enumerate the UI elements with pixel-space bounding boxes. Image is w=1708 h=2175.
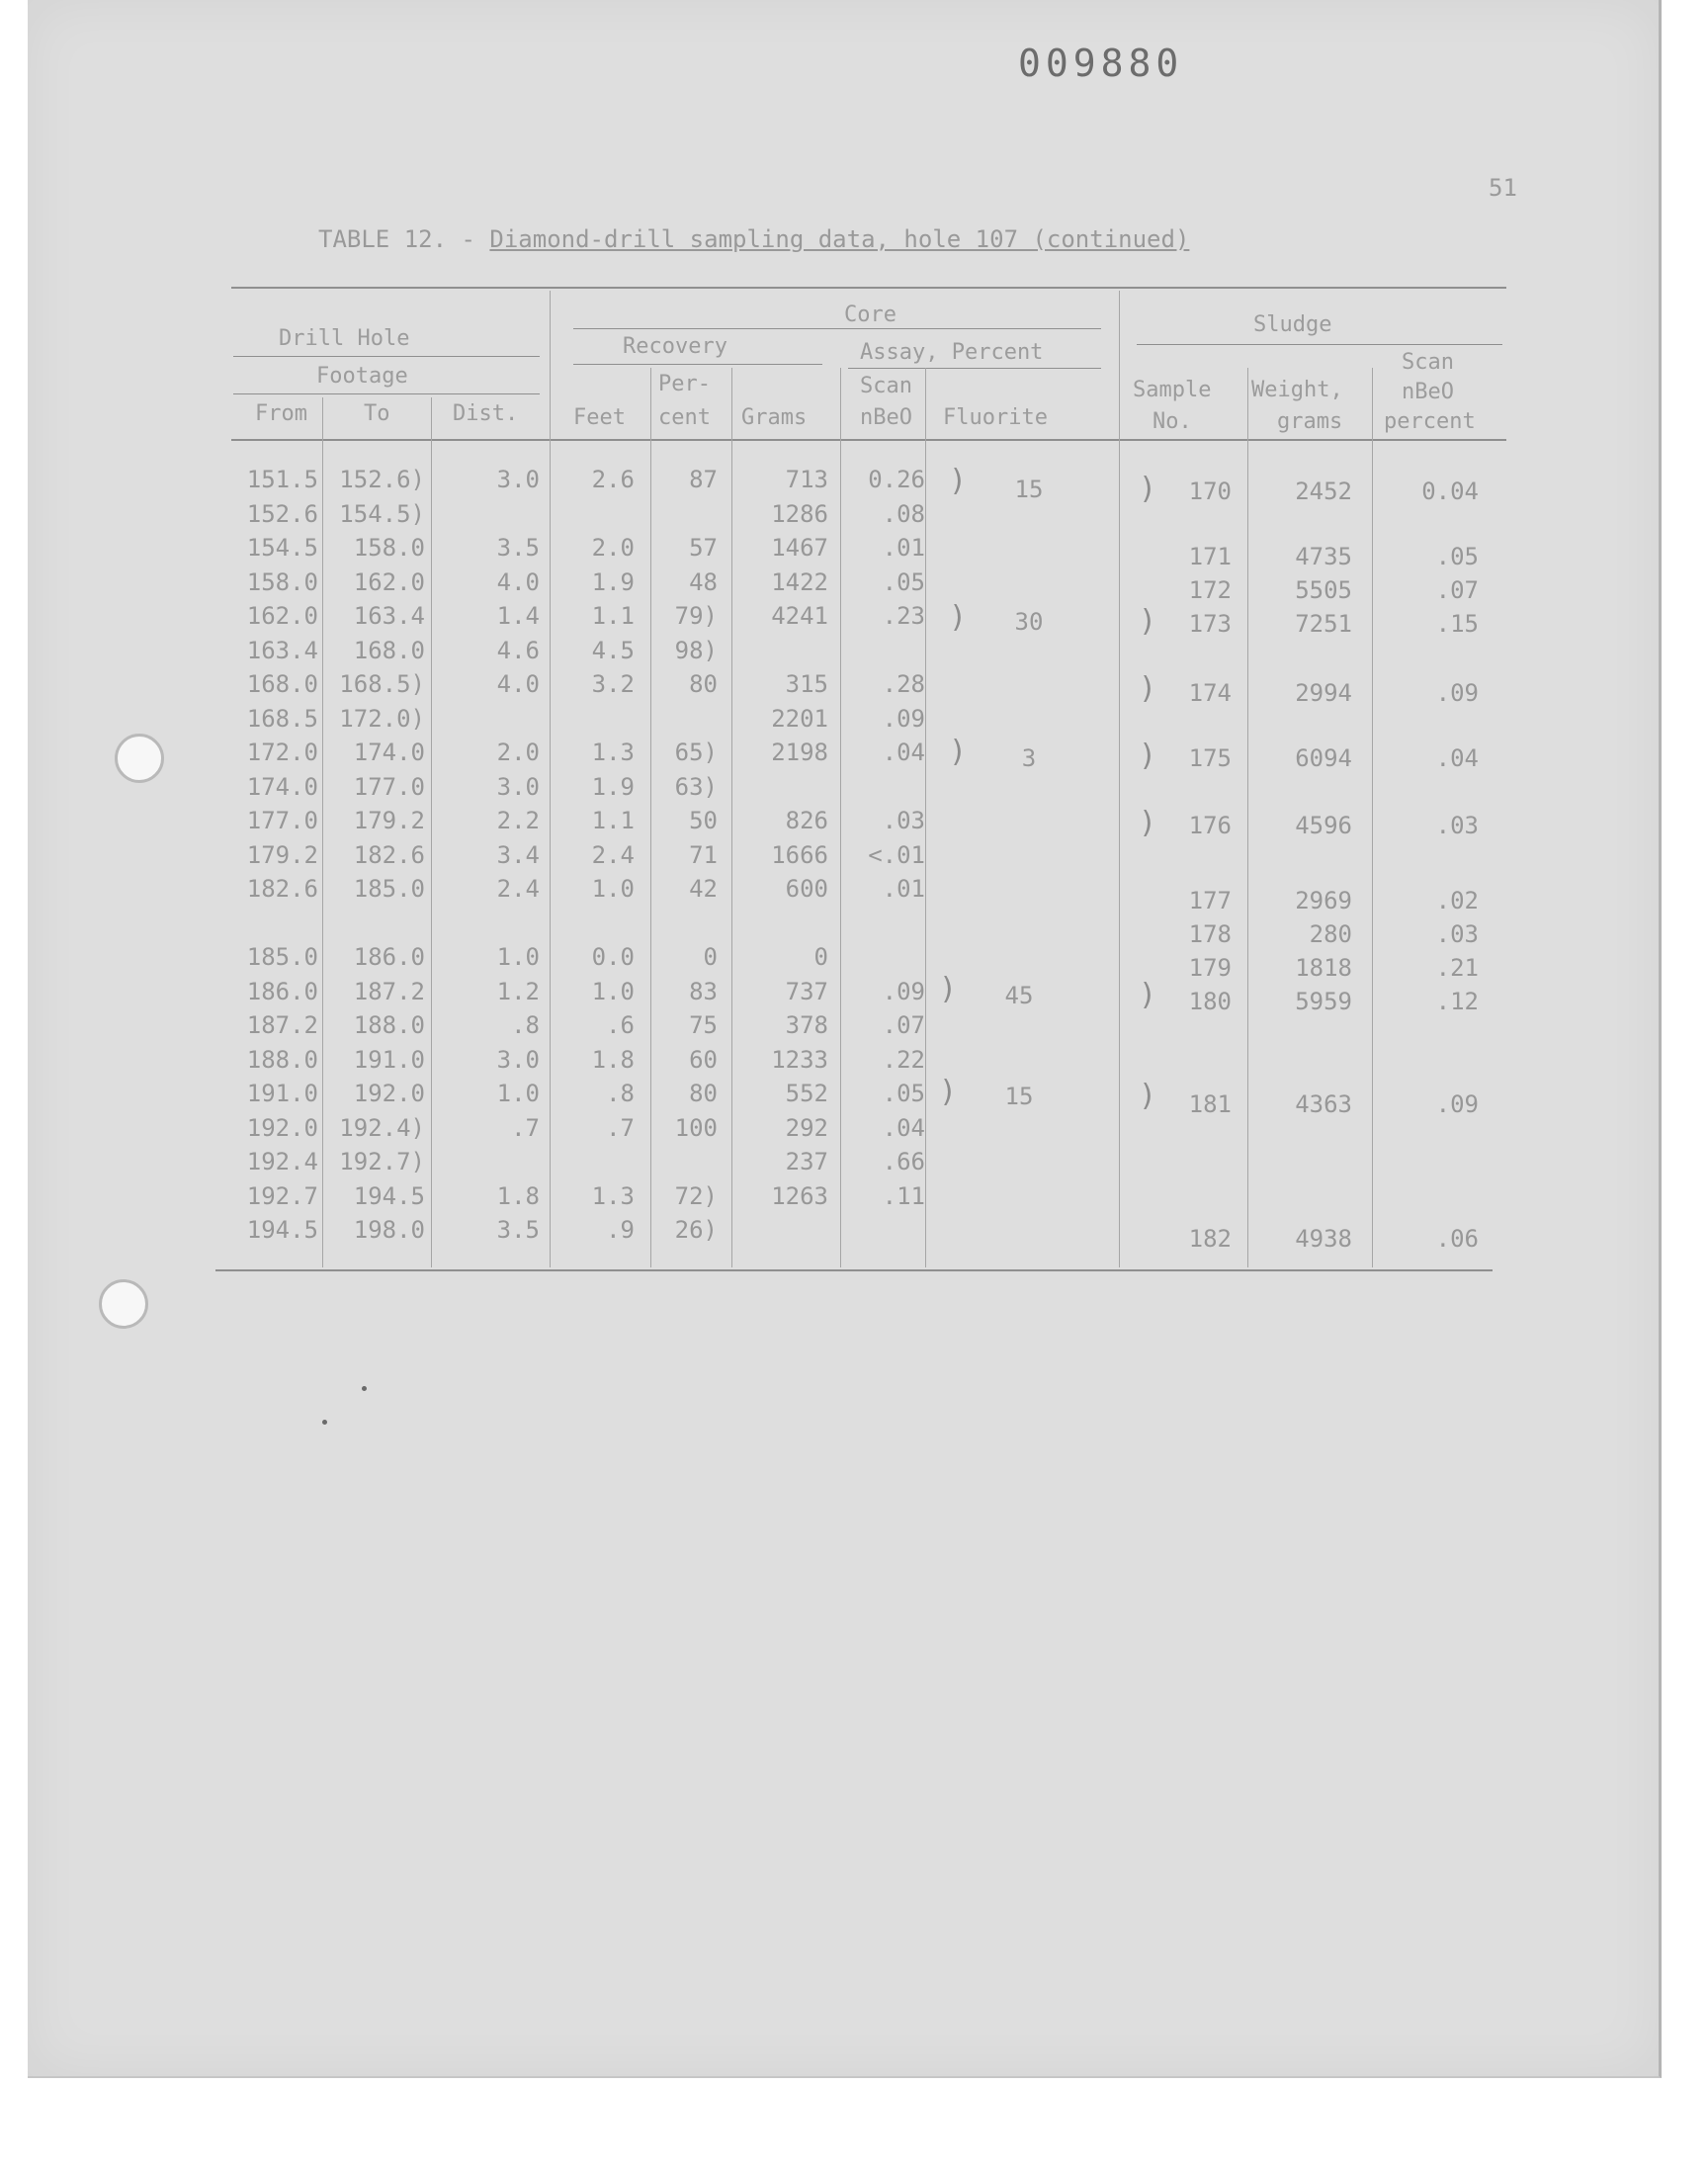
cell-pct: 48 xyxy=(689,567,718,596)
cell-dist: 1.8 xyxy=(496,1181,540,1210)
speck xyxy=(362,1386,367,1391)
cell-from: 168.0 xyxy=(246,670,318,698)
sludge-scan: 0.04 xyxy=(1421,478,1479,505)
sludge-scan: .07 xyxy=(1435,576,1479,604)
cell-feet: .9 xyxy=(606,1216,635,1244)
cell-scan: .28 xyxy=(882,670,925,698)
cell-dist: 4.0 xyxy=(496,670,540,698)
sludge-weight: 4596 xyxy=(1295,812,1352,839)
sludge-sample: 174 xyxy=(1188,679,1232,707)
cell-to: 154.5) xyxy=(339,499,425,528)
sludge-sample: 176 xyxy=(1188,812,1232,839)
cell-feet: .6 xyxy=(606,1011,635,1039)
drill-hole-underline xyxy=(233,356,540,357)
cell-to: 192.0 xyxy=(353,1080,425,1107)
cell-from: 192.4 xyxy=(246,1148,318,1175)
cell-grams: 237 xyxy=(785,1148,828,1175)
group-bracket: ) xyxy=(1139,739,1157,773)
cell-to: 192.4) xyxy=(339,1113,425,1142)
cell-from: 177.0 xyxy=(246,807,318,834)
sludge-weight: 2994 xyxy=(1295,679,1352,707)
sludge-weight: 5959 xyxy=(1295,988,1352,1015)
col-rule xyxy=(550,291,551,1267)
cell-scan: .01 xyxy=(882,875,925,903)
sludge-sample: 173 xyxy=(1188,610,1232,638)
sludge-sample: 180 xyxy=(1188,988,1232,1015)
header-fluorite: Fluorite xyxy=(943,405,1048,430)
header-cent: cent xyxy=(658,405,711,430)
sludge-scan: .12 xyxy=(1435,988,1479,1015)
cell-pct: 83 xyxy=(689,977,718,1005)
cell-pct: 50 xyxy=(689,807,718,834)
group-bracket: ) xyxy=(949,600,968,635)
cell-grams: 826 xyxy=(785,807,828,834)
cell-to: 177.0 xyxy=(353,772,425,801)
header-to: To xyxy=(364,401,390,426)
cell-from: 188.0 xyxy=(246,1045,318,1074)
sludge-sample: 171 xyxy=(1188,543,1232,570)
cell-scan: .04 xyxy=(882,739,925,766)
cell-grams: 1666 xyxy=(771,840,828,869)
cell-feet: 1.8 xyxy=(591,1045,635,1074)
header-bottom-rule xyxy=(231,439,1506,441)
sludge-weight: 1818 xyxy=(1295,954,1352,982)
col-rule xyxy=(650,368,651,1267)
cell-dist: 3.0 xyxy=(496,466,540,493)
cell-to: 172.0) xyxy=(339,704,425,733)
cell-from: 174.0 xyxy=(246,772,318,801)
cell-from: 192.7 xyxy=(246,1181,318,1210)
sludge-scan: .09 xyxy=(1435,679,1479,707)
cell-dist: 1.4 xyxy=(496,602,540,630)
col-rule xyxy=(1372,368,1373,1267)
cell-to: 168.0 xyxy=(353,636,425,664)
sludge-sample: 170 xyxy=(1188,478,1232,505)
cell-dist: 1.0 xyxy=(496,943,540,971)
col-rule xyxy=(322,397,323,1267)
cell-grams: 2201 xyxy=(771,704,828,733)
sludge-scan: .04 xyxy=(1435,744,1479,772)
cell-dist: 3.0 xyxy=(496,772,540,801)
cell-scan: .01 xyxy=(882,534,925,562)
cell-grams: 1422 xyxy=(771,567,828,596)
sludge-scan: .15 xyxy=(1435,610,1479,638)
sludge-sample: 172 xyxy=(1188,576,1232,604)
cell-from: 179.2 xyxy=(246,840,318,869)
cell-dist: 3.0 xyxy=(496,1045,540,1074)
cell-scan: .23 xyxy=(882,602,925,630)
cell-scan: .22 xyxy=(882,1045,925,1074)
header-sludge-scan: Scan xyxy=(1402,350,1454,375)
sludge-scan: .03 xyxy=(1435,812,1479,839)
fluorite-value: 45 xyxy=(1004,982,1034,1009)
cell-to: 182.6 xyxy=(353,840,425,869)
sludge-weight: 2452 xyxy=(1295,478,1352,505)
cell-from: 151.5 xyxy=(246,466,318,493)
cell-dist: .8 xyxy=(511,1011,540,1039)
cell-pct: 87 xyxy=(689,466,718,493)
recovery-underline xyxy=(573,364,822,365)
cell-scan: .07 xyxy=(882,1011,925,1039)
cell-from: 162.0 xyxy=(246,602,318,630)
col-rule xyxy=(840,368,841,1267)
cell-to: 191.0 xyxy=(353,1045,425,1074)
cell-scan: .05 xyxy=(882,1080,925,1107)
sludge-sample: 179 xyxy=(1188,954,1232,982)
cell-dist: 3.5 xyxy=(496,1216,540,1244)
cell-scan: .66 xyxy=(882,1148,925,1175)
cell-feet: 4.5 xyxy=(591,636,635,664)
cell-pct: 98) xyxy=(674,636,718,664)
table-title-main: Diamond-drill sampling data, hole 107 (continued) xyxy=(489,225,1190,253)
cell-grams: 2198 xyxy=(771,739,828,766)
header-scan: Scan xyxy=(860,374,912,398)
cell-feet: .8 xyxy=(606,1080,635,1107)
sludge-scan: .09 xyxy=(1435,1090,1479,1118)
cell-from: 172.0 xyxy=(246,739,318,766)
cell-dist: .7 xyxy=(511,1113,540,1142)
sludge-sample: 177 xyxy=(1188,887,1232,914)
header-sample: Sample xyxy=(1133,378,1212,402)
header-assay-percent: Assay, Percent xyxy=(860,340,1044,365)
header-core: Core xyxy=(844,303,897,327)
cell-to: 179.2 xyxy=(353,807,425,834)
cell-to: 162.0 xyxy=(353,567,425,596)
cell-scan: .09 xyxy=(882,977,925,1005)
group-bracket: ) xyxy=(1139,671,1157,706)
cell-dist: 2.0 xyxy=(496,739,540,766)
cell-feet: 1.3 xyxy=(591,739,635,766)
table-title-prefix: TABLE 12. - xyxy=(318,225,490,253)
cell-feet: 1.9 xyxy=(591,772,635,801)
header-footage: Footage xyxy=(316,364,408,389)
col-rule xyxy=(1119,291,1120,1267)
cell-pct: 80 xyxy=(689,670,718,698)
group-bracket: ) xyxy=(939,972,958,1006)
cell-from: 158.0 xyxy=(246,567,318,596)
cell-dist: 4.6 xyxy=(496,636,540,664)
cell-to: 174.0 xyxy=(353,739,425,766)
sludge-underline xyxy=(1137,344,1502,345)
cell-grams: 1233 xyxy=(771,1045,828,1074)
sludge-weight: 7251 xyxy=(1295,610,1352,638)
cell-from: 192.0 xyxy=(246,1113,318,1142)
cell-to: 194.5 xyxy=(353,1181,425,1210)
cell-scan: <.01 xyxy=(868,840,925,869)
cell-to: 192.7) xyxy=(339,1148,425,1175)
cell-grams: 552 xyxy=(785,1080,828,1107)
table-bottom-rule xyxy=(215,1269,1493,1271)
header-sludge-nbeo: nBeO xyxy=(1402,380,1454,404)
group-bracket: ) xyxy=(1139,472,1157,506)
cell-from: 187.2 xyxy=(246,1011,318,1039)
cell-scan: .03 xyxy=(882,807,925,834)
cell-feet: 3.2 xyxy=(591,670,635,698)
col-rule xyxy=(925,368,926,1267)
cell-dist: 2.2 xyxy=(496,807,540,834)
header-recovery: Recovery xyxy=(623,334,727,359)
col-rule xyxy=(1247,368,1248,1267)
cell-feet: 0.0 xyxy=(591,943,635,971)
cell-grams: 0 xyxy=(813,943,828,971)
cell-pct: 60 xyxy=(689,1045,718,1074)
cell-grams: 1286 xyxy=(771,499,828,528)
col-rule xyxy=(731,368,732,1267)
header-weight-grams: grams xyxy=(1277,409,1343,434)
cell-pct: 100 xyxy=(674,1113,718,1142)
cell-dist: 1.2 xyxy=(496,977,540,1005)
cell-pct: 0 xyxy=(703,943,718,971)
group-bracket: ) xyxy=(1139,1079,1157,1113)
cell-scan: .11 xyxy=(882,1181,925,1210)
cell-dist: 3.5 xyxy=(496,534,540,562)
cell-feet: 1.3 xyxy=(591,1181,635,1210)
header-sludge-percent: percent xyxy=(1384,409,1476,434)
cell-feet: 2.4 xyxy=(591,840,635,869)
cell-dist: 4.0 xyxy=(496,567,540,596)
group-bracket: ) xyxy=(1139,806,1157,840)
group-bracket: ) xyxy=(939,1075,958,1109)
cell-grams: 600 xyxy=(785,875,828,903)
cell-feet: 1.0 xyxy=(591,977,635,1005)
cell-to: 185.0 xyxy=(353,875,425,903)
sludge-scan: .05 xyxy=(1435,543,1479,570)
cell-from: 163.4 xyxy=(246,636,318,664)
cell-from: 168.5 xyxy=(246,704,318,733)
fluorite-value: 15 xyxy=(1014,476,1044,503)
group-bracket: ) xyxy=(949,735,968,769)
header-per: Per- xyxy=(658,372,711,396)
cell-scan: .04 xyxy=(882,1113,925,1142)
header-from: From xyxy=(255,401,307,426)
cell-feet: 2.0 xyxy=(591,534,635,562)
table-title xyxy=(318,225,1189,253)
sludge-weight: 4938 xyxy=(1295,1225,1352,1253)
cell-grams: 713 xyxy=(785,466,828,493)
binder-hole-top xyxy=(115,734,164,783)
cell-to: 187.2 xyxy=(353,977,425,1005)
cell-scan: .09 xyxy=(882,704,925,733)
cell-scan: 0.26 xyxy=(868,466,925,493)
cell-to: 186.0 xyxy=(353,943,425,971)
fluorite-value: 3 xyxy=(1021,744,1037,772)
assay-underline xyxy=(848,368,1101,369)
cell-feet: 1.1 xyxy=(591,807,635,834)
sludge-sample: 181 xyxy=(1188,1090,1232,1118)
header-sample-no: No. xyxy=(1153,409,1192,434)
cell-pct: 75 xyxy=(689,1011,718,1039)
cell-from: 194.5 xyxy=(246,1216,318,1244)
header-drill-hole: Drill Hole xyxy=(279,326,410,351)
cell-to: 152.6) xyxy=(339,466,425,493)
sludge-scan: .02 xyxy=(1435,887,1479,914)
header-dist: Dist. xyxy=(453,401,519,426)
sludge-sample: 182 xyxy=(1188,1225,1232,1253)
cell-dist: 1.0 xyxy=(496,1080,540,1107)
sludge-weight: 4735 xyxy=(1295,543,1352,570)
sludge-scan: .06 xyxy=(1435,1225,1479,1253)
sludge-scan: .21 xyxy=(1435,954,1479,982)
cell-grams: 378 xyxy=(785,1011,828,1039)
cell-to: 198.0 xyxy=(353,1216,425,1244)
cell-grams: 1467 xyxy=(771,534,828,562)
cell-pct: 26) xyxy=(674,1216,718,1244)
cell-dist: 2.4 xyxy=(496,875,540,903)
core-underline xyxy=(573,328,1101,329)
cell-pct: 57 xyxy=(689,534,718,562)
sludge-sample: 175 xyxy=(1188,744,1232,772)
group-bracket: ) xyxy=(1139,604,1157,639)
sludge-weight: 4363 xyxy=(1295,1090,1352,1118)
cell-grams: 315 xyxy=(785,670,828,698)
table-top-rule xyxy=(231,287,1506,289)
header-nbeo: nBeO xyxy=(860,405,912,430)
cell-grams: 4241 xyxy=(771,602,828,630)
cell-to: 168.5) xyxy=(339,670,425,698)
header-feet: Feet xyxy=(573,405,626,430)
binder-hole-bottom xyxy=(99,1279,148,1329)
cell-to: 158.0 xyxy=(353,534,425,562)
cell-from: 154.5 xyxy=(246,534,318,562)
cell-feet: 1.9 xyxy=(591,567,635,596)
sludge-scan: .03 xyxy=(1435,920,1479,948)
sludge-weight: 2969 xyxy=(1295,887,1352,914)
group-bracket: ) xyxy=(1139,978,1157,1012)
group-bracket: ) xyxy=(949,464,968,498)
cell-pct: 79) xyxy=(674,602,718,630)
cell-from: 186.0 xyxy=(246,977,318,1005)
cell-feet: 2.6 xyxy=(591,466,635,493)
cell-feet: 1.1 xyxy=(591,602,635,630)
speck xyxy=(322,1420,327,1425)
cell-pct: 72) xyxy=(674,1181,718,1210)
cell-from: 185.0 xyxy=(246,943,318,971)
cell-from: 182.6 xyxy=(246,875,318,903)
header-grams: Grams xyxy=(741,405,808,430)
col-rule xyxy=(431,397,432,1267)
cell-pct: 63) xyxy=(674,772,718,801)
cell-scan: .05 xyxy=(882,567,925,596)
cell-to: 163.4 xyxy=(353,602,425,630)
cell-from: 191.0 xyxy=(246,1080,318,1107)
sludge-weight: 280 xyxy=(1309,920,1352,948)
header-sludge: Sludge xyxy=(1253,312,1332,337)
cell-pct: 65) xyxy=(674,739,718,766)
cell-grams: 292 xyxy=(785,1113,828,1142)
cell-from: 152.6 xyxy=(246,499,318,528)
cell-scan: .08 xyxy=(882,499,925,528)
page-number: 51 xyxy=(1489,174,1517,202)
sludge-weight: 6094 xyxy=(1295,744,1352,772)
cell-pct: 71 xyxy=(689,840,718,869)
cell-grams: 1263 xyxy=(771,1181,828,1210)
fluorite-value: 15 xyxy=(1004,1083,1034,1110)
cell-dist: 3.4 xyxy=(496,840,540,869)
cell-feet: .7 xyxy=(606,1113,635,1142)
cell-pct: 80 xyxy=(689,1080,718,1107)
footage-underline xyxy=(233,393,540,394)
cell-to: 188.0 xyxy=(353,1011,425,1039)
sludge-weight: 5505 xyxy=(1295,576,1352,604)
cell-feet: 1.0 xyxy=(591,875,635,903)
fluorite-value: 30 xyxy=(1014,608,1044,636)
sludge-sample: 178 xyxy=(1188,920,1232,948)
document-number: 009880 xyxy=(1018,42,1184,85)
cell-pct: 42 xyxy=(689,875,718,903)
cell-grams: 737 xyxy=(785,977,828,1005)
header-weight: Weight, xyxy=(1251,378,1343,402)
